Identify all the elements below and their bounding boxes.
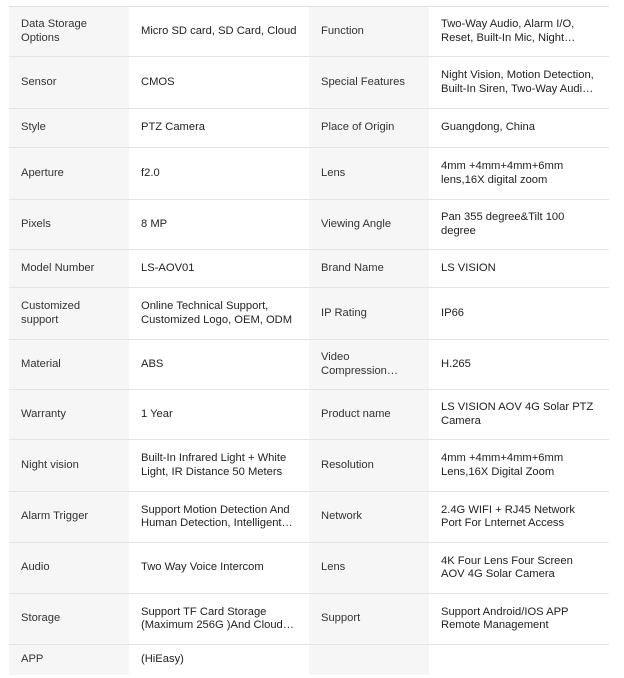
spec-value: Support Android/IOS APP Remote Management (441, 605, 569, 631)
spec-value-cell (129, 492, 309, 543)
spec-value-cell (129, 645, 309, 675)
spec-value-cell (129, 288, 309, 340)
spec-value: LS VISION AOV 4G Solar PTZ Camera (441, 401, 594, 427)
spec-label: Lens (321, 166, 346, 179)
spec-label: Network (321, 510, 363, 523)
spec-value: H.265 (441, 357, 471, 370)
spec-value-cell (429, 340, 609, 390)
spec-label-cell (9, 645, 129, 675)
spec-label-cell (9, 492, 129, 543)
spec-label-cell (309, 543, 429, 594)
spec-table (9, 6, 609, 675)
spec-value: 4mm +4mm+4mm+6mm Lens,16X Digital Zoom (441, 452, 564, 478)
spec-table-body (9, 7, 609, 675)
spec-value: 4K Four Lens Four Screen AOV 4G Solar Camera (441, 554, 573, 580)
spec-value-cell (429, 288, 609, 340)
spec-label: Place of Origin (321, 121, 395, 134)
spec-row (9, 390, 609, 440)
spec-row (9, 492, 609, 543)
spec-value-cell (129, 390, 309, 440)
spec-value-cell (429, 200, 609, 250)
spec-value-cell (429, 390, 609, 440)
spec-label-cell (309, 594, 429, 645)
spec-label: Brand Name (321, 261, 384, 274)
spec-label: Storage (21, 612, 61, 625)
spec-value-cell (429, 148, 609, 200)
spec-value-cell (129, 594, 309, 645)
spec-value-cell (129, 7, 309, 57)
spec-label: Product name (321, 407, 391, 420)
spec-value: ABS (141, 357, 164, 370)
spec-value: 8 MP (141, 217, 168, 230)
spec-label-cell (9, 288, 129, 340)
spec-value-cell (429, 594, 609, 645)
spec-label: Night vision (21, 458, 79, 471)
spec-label-cell (9, 594, 129, 645)
spec-value: Support Motion Detection And Human Detection, Intelligent… (141, 503, 293, 529)
spec-value-cell (129, 57, 309, 109)
spec-label-cell (9, 57, 129, 109)
spec-label-cell (9, 340, 129, 390)
spec-label-cell (309, 109, 429, 148)
spec-label-cell (309, 645, 429, 675)
spec-label: Warranty (21, 407, 66, 420)
spec-value: Micro SD card, SD Card, Cloud (141, 24, 297, 37)
spec-value: 1 Year (141, 407, 173, 420)
spec-value: Guangdong, China (441, 121, 535, 134)
spec-value-cell (429, 250, 609, 288)
spec-label: Resolution (321, 458, 374, 471)
spec-label: Customized support (21, 300, 81, 326)
spec-label: Lens (321, 561, 346, 574)
spec-label-cell (9, 7, 129, 57)
spec-label-cell (9, 200, 129, 250)
spec-value-cell (129, 148, 309, 200)
spec-label: Special Features (321, 75, 405, 88)
spec-label: Viewing Angle (321, 217, 392, 230)
spec-label-cell (9, 543, 129, 594)
spec-value-cell (429, 109, 609, 148)
spec-value-cell (429, 492, 609, 543)
spec-label-cell (309, 390, 429, 440)
spec-label: Function (321, 24, 364, 37)
spec-label: Support (321, 612, 361, 625)
spec-value: Built-In Infrared Light + White Light, IR Distance 50 Meters (141, 452, 287, 478)
spec-value: 2.4G WIFI + RJ45 Network Port For Lnternet Access (441, 503, 575, 529)
spec-value: (HiEasy) (141, 653, 184, 665)
spec-value: Night Vision, Motion Detection, Built-In Siren, Two-Way Audi… (441, 69, 594, 95)
spec-value: PTZ Camera (141, 121, 206, 134)
spec-row (9, 594, 609, 645)
spec-value: Two Way Voice Intercom (141, 561, 264, 574)
spec-value: CMOS (141, 75, 175, 88)
spec-value-cell (429, 645, 609, 675)
spec-label: Data Storage Options (21, 18, 87, 44)
spec-label: Sensor (21, 75, 57, 88)
spec-value: IP66 (441, 306, 465, 319)
spec-label: IP Rating (321, 306, 367, 319)
spec-label: APP (21, 653, 44, 665)
spec-value-cell (129, 543, 309, 594)
spec-value: 4mm +4mm+4mm+6mm lens,16X digital zoom (441, 160, 564, 186)
spec-value-cell (429, 440, 609, 492)
spec-label-cell (309, 492, 429, 543)
spec-label: Model Number (21, 261, 95, 274)
spec-label: Alarm Trigger (21, 510, 89, 523)
spec-value: Support TF Card Storage (Maximum 256G )And Cloud… (141, 605, 294, 631)
spec-label: Aperture (21, 166, 64, 179)
spec-value-cell (429, 7, 609, 57)
spec-label: Style (21, 121, 46, 134)
spec-label-cell (309, 340, 429, 390)
spec-value: f2.0 (141, 166, 160, 179)
spec-value-cell (129, 340, 309, 390)
spec-label: Material (21, 357, 61, 370)
spec-label-cell (9, 440, 129, 492)
spec-label-cell (309, 148, 429, 200)
spec-label-cell (9, 109, 129, 148)
spec-label-cell (309, 57, 429, 109)
spec-label-cell (309, 250, 429, 288)
spec-row (9, 250, 609, 288)
spec-label-cell (9, 250, 129, 288)
spec-value: Online Technical Support, Customized Logo, OEM, ODM (141, 300, 293, 326)
spec-value: Two-Way Audio, Alarm I/O, Reset, Built-In Mic, Night… (441, 18, 576, 44)
spec-row (9, 200, 609, 250)
spec-label-cell (309, 7, 429, 57)
spec-label-cell (309, 200, 429, 250)
spec-value-cell (129, 440, 309, 492)
spec-value-cell (429, 57, 609, 109)
spec-row (9, 57, 609, 109)
spec-label-cell (9, 148, 129, 200)
spec-row (9, 109, 609, 148)
spec-value-cell (129, 109, 309, 148)
spec-value-cell (129, 250, 309, 288)
spec-label-cell (309, 288, 429, 340)
spec-label-cell (309, 440, 429, 492)
spec-value-cell (129, 200, 309, 250)
spec-row (9, 288, 609, 340)
spec-label: Audio (21, 561, 50, 574)
spec-row (9, 148, 609, 200)
spec-row (9, 440, 609, 492)
spec-row (9, 543, 609, 594)
spec-value: LS-AOV01 (141, 261, 195, 274)
spec-value-cell (429, 543, 609, 594)
spec-value: LS VISION (441, 261, 496, 274)
spec-label: Pixels (21, 217, 51, 230)
spec-label: Video Compression… (321, 351, 399, 377)
spec-row (9, 7, 609, 57)
spec-row (9, 340, 609, 390)
spec-value: Pan 355 degree&Tilt 100 degree (441, 211, 565, 237)
spec-row (9, 645, 609, 675)
spec-label-cell (9, 390, 129, 440)
